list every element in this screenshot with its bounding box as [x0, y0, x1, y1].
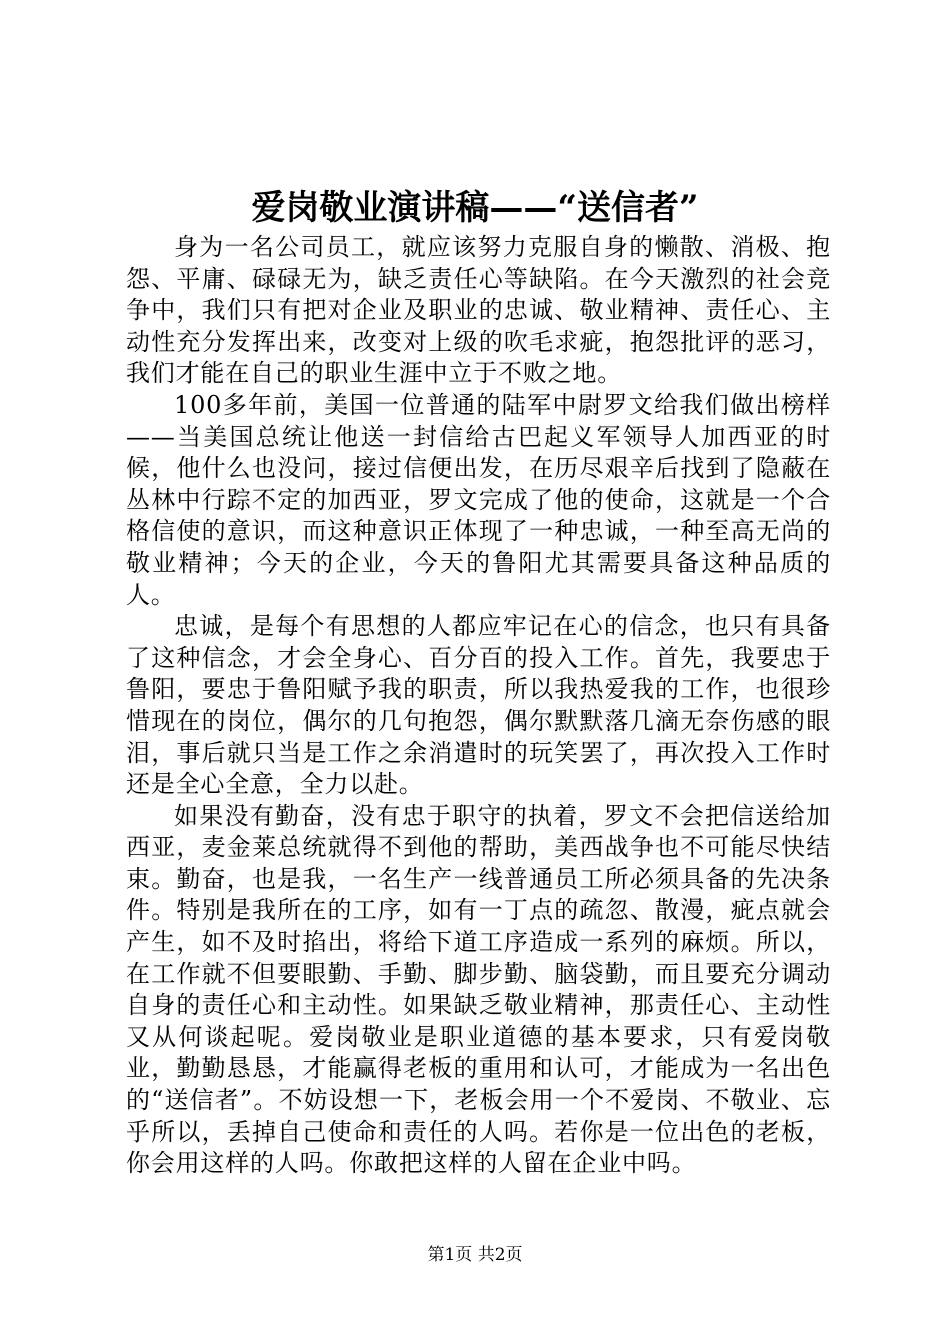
- document-body: [126, 232, 831, 1180]
- paragraph-3: 忠诚，是每个有思想的人都应牢记在心的信念，也只有具备了这种信念，才会全身心、百分百的投入工作。首先，我要忠于鲁阳，要忠于鲁阳赋予我的职责，所以我热爱我的工作，也很珍惜现在的岗位，偶尔的几句抱怨，偶尔默默落几滴无奈伤感的眼泪，事后就只当是工作之余消遣时的玩笑罢了，再次投入工作时还是全心全意，全力以赴。: [126, 612, 831, 799]
- paragraph-4: 如果没有勤奋，没有忠于职守的执着，罗文不会把信送给加西亚，麦金莱总统就得不到他的帮助，美西战争也不可能尽快结束。勤奋，也是我，一名生产一线普通员工所必须具备的先决条件。特别是我所在的工序，如有一丁点的疏忽、散漫，疵点就会产生，如不及时掐出，将给下道工序造成一系列的麻烦。所以，在工作就不但要眼勤、手勤、脚步勤、脑袋勤，而且要充分调动自身的责任心和主动性。如果缺乏敬业精神，那责任心、主动性又从何谈起呢。爱岗敬业是职业道德的基本要求，只有爱岗敬业，勤勤恳恳，才能赢得老板的重用和认可，才能成为一名出色的“送信者”。不妨设想一下，老板会用一个不爱岗、不敬业、忘乎所以，丢掉自己使命和责任的人吗。若你是一位出色的老板，你会用这样的人吗。你敢把这样的人留在企业中吗。: [126, 801, 831, 1178]
- page-footer: 第1页 共2页: [427, 1245, 523, 1265]
- document-title: 爱岗敬业演讲稿——“送信者”: [251, 188, 699, 228]
- paragraph-1: 身为一名公司员工，就应该努力克服自身的懒散、消极、抱怨、平庸、碌碌无为，缺乏责任心等缺陷。在今天激烈的社会竞争中，我们只有把对企业及职业的忠诚、敬业精神、责任心、主动性充分发挥出来，改变对上级的吹毛求疵，抱怨批评的恶习，我们才能在自己的职业生涯中立于不败之地。: [126, 233, 831, 388]
- paragraph-2: 100多年前，美国一位普通的陆军中尉罗文给我们做出榜样——当美国总统让他送一封信给古巴起义军领导人加西亚的时候，他什么也没问，接过信便出发，在历尽艰辛后找到了隐蔽在丛林中行踪不定的加西亚，罗文完成了他的使命，这就是一个合格信使的意识，而这种意识正体现了一种忠诚，一种至高无尚的敬业精神；今天的企业，今天的鲁阳尤其需要具备这种品质的人。: [126, 390, 831, 609]
